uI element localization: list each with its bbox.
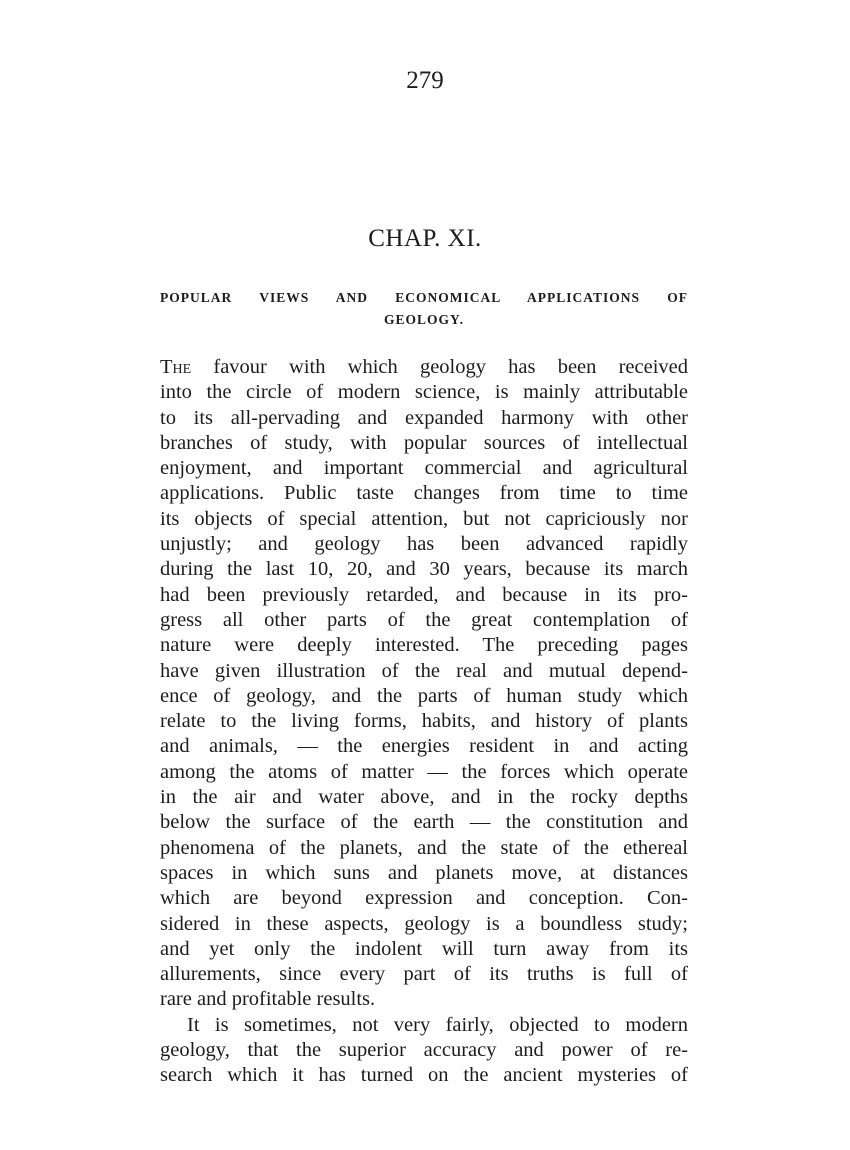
text-line: had been previously retarded, and because in its pro- bbox=[160, 583, 688, 606]
text-line: to its all-pervading and expanded harmony with other bbox=[160, 406, 688, 429]
text-line: nature were deeply interested. The preceding pages bbox=[160, 634, 688, 657]
text-line: in the air and water above, and in the rocky depths bbox=[160, 786, 688, 809]
text-line: rare and profitable results. bbox=[160, 988, 376, 1011]
text-line: and animals, — the energies resident in and acting bbox=[160, 735, 688, 758]
lead-word: The bbox=[160, 356, 192, 378]
chapter-subtitle-line: POPULAR VIEWS AND ECONOMICAL APPLICATIONS OF bbox=[160, 290, 688, 305]
text-line: branches of study, with popular sources of intellectual bbox=[160, 431, 688, 454]
first-line-rest: favour with which geology has been received bbox=[191, 356, 688, 378]
text-line: its objects of special attention, but not capriciously nor bbox=[160, 507, 688, 530]
text-line: relate to the living forms, habits, and history of plants bbox=[160, 710, 688, 733]
text-line: below the surface of the earth — the constitution and bbox=[160, 811, 688, 834]
text-line: search which it has turned on the ancient mysteries of bbox=[160, 1064, 688, 1087]
text-line: spaces in which suns and planets move, at distances bbox=[160, 861, 688, 884]
text-line: which are beyond expression and conception. Con- bbox=[160, 887, 688, 910]
text-line: gress all other parts of the great contemplation of bbox=[160, 608, 688, 631]
text-line: have given illustration of the real and mutual depend- bbox=[160, 659, 688, 682]
text-line: among the atoms of matter — the forces which operate bbox=[160, 760, 688, 783]
text-line: during the last 10, 20, and 30 years, because its march bbox=[160, 558, 688, 581]
paragraph-1 bbox=[160, 355, 688, 1013]
chapter-title: CHAP. XI. bbox=[368, 225, 482, 252]
text-line: and yet only the indolent will turn away from its bbox=[160, 937, 688, 960]
paragraph-2 bbox=[160, 1013, 688, 1089]
text-line bbox=[160, 355, 688, 380]
text-line: applications. Public taste changes from time to time bbox=[160, 482, 688, 505]
text-line: sidered in these aspects, geology is a boundless study; bbox=[160, 912, 688, 935]
text-line: phenomena of the planets, and the state of the ethereal bbox=[160, 836, 688, 859]
text-line: unjustly; and geology has been advanced rapidly bbox=[160, 533, 688, 556]
text-line: geology, that the superior accuracy and power of re- bbox=[160, 1039, 688, 1062]
text-line: ence of geology, and the parts of human study which bbox=[160, 684, 688, 707]
page-number: 279 bbox=[406, 67, 444, 94]
chapter-subtitle-line: GEOLOGY. bbox=[384, 312, 464, 327]
text-line: allurements, since every part of its truths is full of bbox=[160, 963, 688, 986]
chapter-subtitle bbox=[160, 287, 688, 331]
text-line: enjoyment, and important commercial and agricultural bbox=[160, 457, 688, 480]
text-line: into the circle of modern science, is mainly attributable bbox=[160, 381, 688, 404]
text-line: It is sometimes, not very fairly, objected to modern bbox=[187, 1013, 688, 1036]
body-text bbox=[160, 355, 688, 1089]
